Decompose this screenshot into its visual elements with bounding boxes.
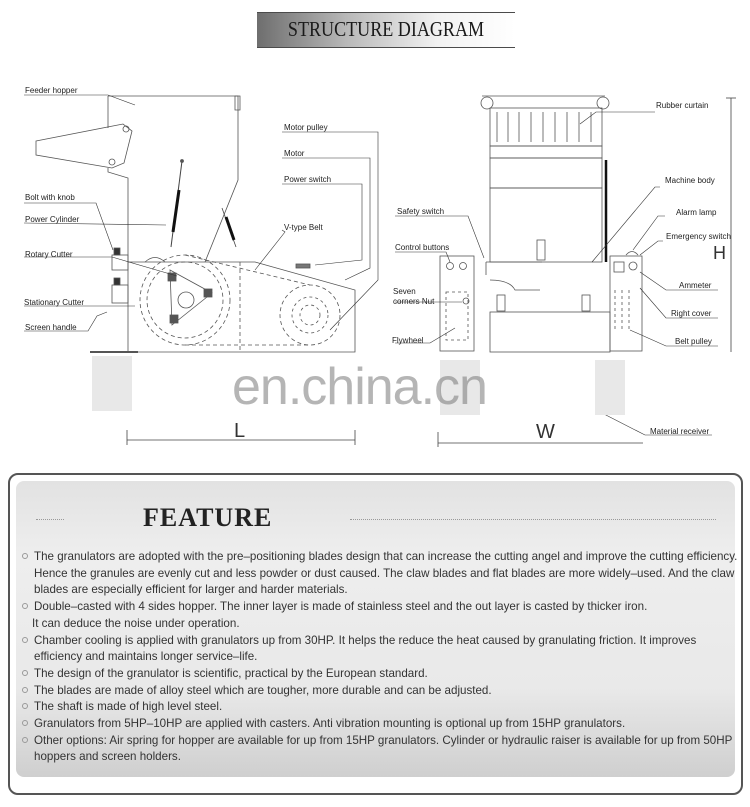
label-corners-nut: corners Nut xyxy=(393,297,435,306)
bullet-circle-icon xyxy=(22,720,28,726)
label-power-cylinder: Power Cylinder xyxy=(25,215,80,224)
bullet-circle-icon xyxy=(22,637,28,643)
label-alarm-lamp: Alarm lamp xyxy=(676,208,717,217)
feature-panel-inner xyxy=(16,481,738,777)
feature-item: Double–casted with 4 sides hopper. The inner layer is made of stainless steel and the out layer is casted by thicker iron. It can deduce the noise under operation. xyxy=(20,599,740,632)
label-feeder-hopper: Feeder hopper xyxy=(25,86,78,95)
bullet-circle-icon xyxy=(22,737,28,743)
label-safety-switch: Safety switch xyxy=(397,207,445,216)
label-rubber-curtain: Rubber curtain xyxy=(656,101,709,110)
label-flywheel: Flywheel xyxy=(392,336,424,345)
watermark: en.china.cn xyxy=(232,358,487,416)
feature-list xyxy=(20,549,740,766)
bullet-circle-icon xyxy=(22,670,28,676)
feature-item: The shaft is made of high level steel. xyxy=(20,699,740,716)
feature-item: Granulators from 5HP–10HP are applied with casters. Anti vibration mounting is optional up from 15HP granulators. xyxy=(20,716,740,733)
label-rotary-cutter: Rotary Cutter xyxy=(25,250,73,259)
label-belt-pulley: Belt pulley xyxy=(675,337,712,346)
dimension-width: W xyxy=(536,421,555,443)
label-screen-handle: Screen handle xyxy=(25,323,77,332)
label-seven: Seven xyxy=(393,287,416,296)
feature-item: Chamber cooling is applied with granulators up from 30HP. It helps the reduce the heat caused by granulating friction. It improves efficiency and maintains longer service–life. xyxy=(20,633,740,666)
label-v-type-belt: V-type Belt xyxy=(284,223,323,232)
title-banner xyxy=(257,12,515,48)
label-bolt-with-knob: Bolt with knob xyxy=(25,193,75,202)
feature-panel xyxy=(8,473,743,795)
label-emergency-switch: Emergency switch xyxy=(666,232,731,241)
feature-item: Other options: Air spring for hopper are available for up from 15HP granulators. Cylinder or hydraulic raiser is available for up from 50HP hoppers and screen holders. xyxy=(20,733,740,766)
feature-item: The design of the granulator is scientific, practical by the European standard. xyxy=(20,666,740,683)
dimension-height: H xyxy=(713,243,726,263)
label-power-switch: Power switch xyxy=(284,175,332,184)
feature-item: The blades are made of alloy steel which are tougher, more durable and can be adjusted. xyxy=(20,683,740,700)
dimension-length: L xyxy=(234,420,246,442)
page-title: STRUCTURE DIAGRAM xyxy=(287,17,485,41)
feature-item: The granulators are adopted with the pre–positioning blades design that can increase the cutting angel and improve the cutting efficiency. Hence the granules are evenly cut and less powder or dust caused. The claw blades and flat blades are more widely–used. And the claw blades are especially efficient for larger and harder materials. xyxy=(20,549,740,599)
label-motor-pulley: Motor pulley xyxy=(284,123,328,132)
label-machine-body: Machine body xyxy=(665,176,715,185)
label-motor: Motor xyxy=(284,149,305,158)
feature-title: FEATURE xyxy=(143,503,273,532)
label-right-cover: Right cover xyxy=(671,309,712,318)
bullet-circle-icon xyxy=(22,553,28,559)
bullet-circle-icon xyxy=(22,703,28,709)
bullet-circle-icon xyxy=(22,687,28,693)
label-stationary-cutter: Stationary Cutter xyxy=(24,298,85,307)
dotted-divider-left xyxy=(36,519,64,520)
bullet-circle-icon xyxy=(22,603,28,609)
label-control-buttons: Control buttons xyxy=(395,243,450,252)
dotted-divider-right xyxy=(350,519,716,520)
label-material-receiver: Material receiver xyxy=(650,427,710,436)
label-ammeter: Ammeter xyxy=(679,281,712,290)
